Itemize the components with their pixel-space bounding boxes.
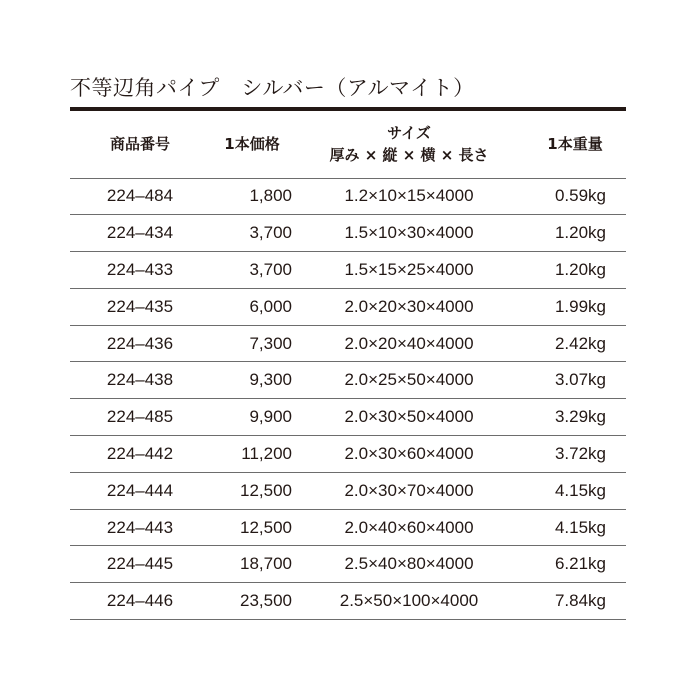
cell-unit-weight: 1.99kg: [554, 296, 606, 316]
cell-unit-weight: 0.59kg: [554, 186, 606, 206]
cell-unit-weight: 3.07kg: [554, 370, 606, 390]
cell-unit-price: 23,500: [240, 591, 292, 611]
product-spec-table: [70, 107, 626, 620]
table-row: [70, 546, 626, 583]
cell-unit-price: 1,800: [249, 186, 292, 206]
cell-unit-price: 12,500: [240, 517, 292, 537]
cell-unit-price: 3,700: [249, 259, 292, 279]
cell-product-code: 224–436: [106, 333, 174, 353]
cell-unit-weight: 1.20kg: [554, 223, 606, 243]
cell-unit-price: 7,300: [249, 333, 292, 353]
cell-size: 2.0×30×70×4000: [344, 480, 474, 500]
header-unit-price: 1本価格: [224, 135, 280, 154]
table-row: [70, 362, 626, 399]
cell-product-code: 224–433: [106, 259, 174, 279]
cell-unit-price: 3,700: [249, 223, 292, 243]
cell-unit-price: 9,900: [249, 407, 292, 427]
table-row: [70, 288, 626, 325]
table-row: [70, 583, 626, 620]
cell-unit-price: 6,000: [249, 296, 292, 316]
cell-size: 2.0×20×30×4000: [344, 296, 474, 316]
cell-unit-price: 18,700: [240, 554, 292, 574]
table-row: [70, 509, 626, 546]
cell-unit-weight: 2.42kg: [554, 333, 606, 353]
table-row: [70, 215, 626, 252]
cell-unit-weight: 3.72kg: [554, 443, 606, 463]
header-size-dimensions: 厚み × 縦 × 横 × 長さ: [329, 146, 489, 165]
header-size-title: サイズ: [387, 124, 431, 143]
cell-size: 2.5×50×100×4000: [339, 591, 479, 611]
cell-size: 1.5×15×25×4000: [344, 259, 474, 279]
cell-unit-price: 12,500: [240, 480, 292, 500]
table-body: [70, 178, 626, 620]
cell-product-code: 224–442: [106, 443, 174, 463]
cell-unit-weight: 3.29kg: [554, 407, 606, 427]
cell-product-code: 224–443: [106, 517, 174, 537]
cell-size: 2.0×30×60×4000: [344, 443, 474, 463]
table-row: [70, 399, 626, 436]
header-product-code: 商品番号: [109, 135, 170, 154]
table-row: [70, 436, 626, 473]
cell-product-code: 224–484: [106, 186, 174, 206]
table-header: [70, 109, 626, 178]
cell-unit-weight: 4.15kg: [554, 517, 606, 537]
cell-product-code: 224–445: [106, 554, 174, 574]
cell-size: 1.5×10×30×4000: [344, 223, 474, 243]
cell-product-code: 224–485: [106, 407, 174, 427]
cell-product-code: 224–435: [106, 296, 174, 316]
cell-size: 2.0×40×60×4000: [344, 517, 474, 537]
header-size: [294, 109, 524, 178]
cell-size: 2.0×25×50×4000: [344, 370, 474, 390]
cell-size: 2.0×20×40×4000: [344, 333, 474, 353]
page-title: 不等辺角パイプ シルバー（アルマイト）: [70, 76, 475, 100]
cell-unit-weight: 1.20kg: [554, 259, 606, 279]
header-unit-weight: 1本重量: [547, 135, 603, 154]
cell-unit-weight: 6.21kg: [554, 554, 606, 574]
cell-product-code: 224–438: [106, 370, 174, 390]
header-row: [70, 109, 626, 178]
cell-size: 2.0×30×50×4000: [344, 407, 474, 427]
cell-unit-price: 9,300: [249, 370, 292, 390]
cell-product-code: 224–446: [106, 591, 174, 611]
table-row: [70, 472, 626, 509]
cell-product-code: 224–444: [106, 480, 174, 500]
cell-size: 2.5×40×80×4000: [344, 554, 474, 574]
cell-unit-price: 11,200: [241, 443, 292, 463]
cell-unit-weight: 4.15kg: [554, 480, 606, 500]
cell-product-code: 224–434: [106, 223, 174, 243]
cell-unit-weight: 7.84kg: [554, 591, 606, 611]
cell-size: 1.2×10×15×4000: [344, 186, 474, 206]
table-row: [70, 178, 626, 215]
table-row: [70, 252, 626, 289]
table-row: [70, 325, 626, 362]
